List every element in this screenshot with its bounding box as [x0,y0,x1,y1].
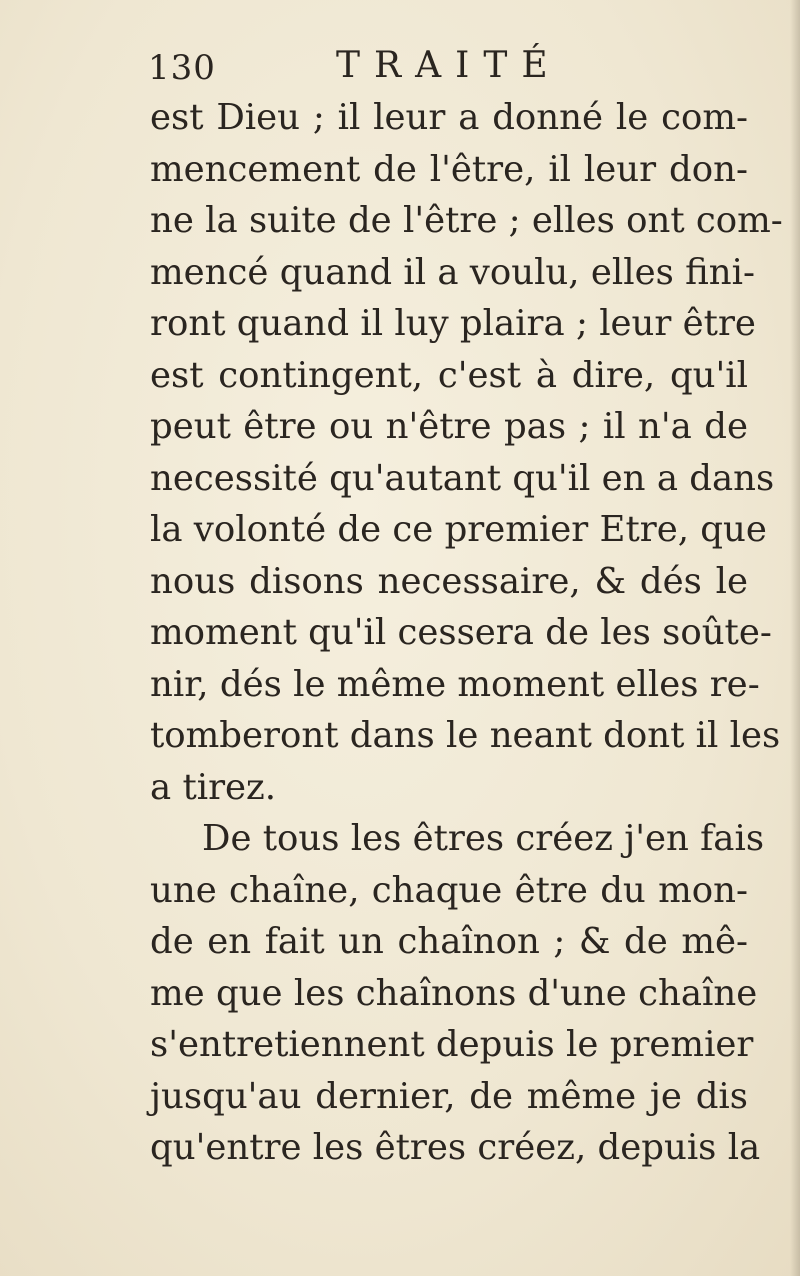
running-head: TRAITÉ [336,45,562,86]
text-line: necessité qu'autant qu'il en a dans [150,457,775,499]
text-line: qu'entre les êtres créez, depuis la [150,1127,761,1168]
paragraph-start-line: De tous les êtres créez j'en fais [202,818,765,859]
text-line: ne la suite de l'être ; elles ont com- [150,200,783,241]
text-line: nous disons necessaire, & dés le [150,560,748,602]
text-line: nir, dés le même moment elles re- [150,663,760,705]
paragraph-end-line: a tirez. [150,766,277,808]
text-line: s'entretiennent depuis le premier [150,1024,754,1065]
text-line: moment qu'il cessera de les soûte- [150,612,772,653]
text-line: mencement de l'être, il leur don- [150,148,748,190]
text-line: la volonté de ce premier Etre, que [150,509,767,550]
text-line: est Dieu ; il leur a donné le com- [150,97,748,138]
body-text [150,92,783,1174]
text-line: ront quand il luy plaira ; leur être [150,303,756,344]
text-line: me que les chaînons d'une chaîne [150,972,758,1014]
text-line: tomberont dans le neant dont il les [150,715,781,756]
page-number: 130 [148,48,216,88]
page-header [148,44,668,92]
text-line: est contingent, c'est à dire, qu'il [150,354,748,396]
text-line: jusqu'au dernier, de même je dis [150,1075,748,1117]
page-edge-shadow [790,0,800,1276]
text-line: peut être ou n'être pas ; il n'a de [150,406,748,447]
text-line: mencé quand il a voulu, elles fini- [150,251,755,293]
text-line: une chaîne, chaque être du mon- [150,869,748,911]
text-line: de en fait un chaînon ; & de mê- [150,921,748,962]
